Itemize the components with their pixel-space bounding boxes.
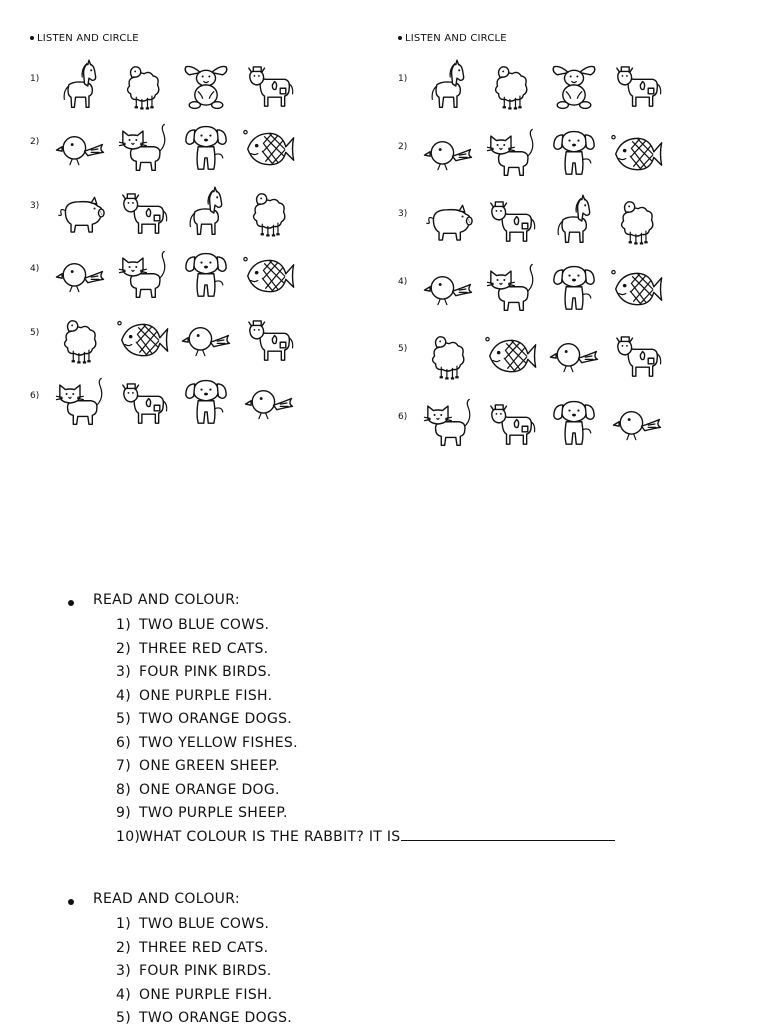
item-text: ONE GREEN SHEEP. [139,758,280,774]
listen-heading-text: LISTEN AND CIRCLE [37,33,139,44]
sheep-icon [52,312,108,368]
dog-picture[interactable] [546,126,602,182]
sheep-icon [115,58,171,114]
row-number: 2) [30,137,40,148]
list-item [116,639,615,663]
item-number: 9) [116,805,131,821]
animal-row-3 [398,193,698,249]
item-text: ONE PURPLE FISH. [139,986,273,1003]
cat-picture[interactable] [52,375,108,431]
cow-icon [115,185,171,241]
fish-icon [609,261,665,317]
animal-row-4 [398,261,698,317]
cat-picture[interactable] [483,261,539,317]
colour-list [116,914,292,1032]
item-number: 4) [116,986,131,1003]
colour-list [116,615,615,850]
cow-icon [483,396,539,452]
bullet-dot [68,899,74,905]
item-number: 5) [116,711,131,727]
pig-picture[interactable] [52,185,108,241]
item-number: 4) [116,687,131,704]
sheep-icon [609,193,665,249]
animal-row-1 [30,58,330,114]
cat-picture[interactable] [483,126,539,182]
cat-icon [52,375,108,431]
list-item [116,961,292,985]
bird-picture[interactable] [52,248,108,304]
list-item [116,756,615,780]
pig-picture[interactable] [420,193,476,249]
row-number: 1) [30,74,40,84]
item-text: TWO BLUE COWS. [139,916,270,932]
item-text: TWO BLUE COWS. [139,617,270,633]
dog-icon [546,126,602,182]
dog-icon [178,248,234,304]
fish-picture[interactable] [241,248,297,304]
cat-icon [115,121,171,177]
sheep-picture[interactable] [241,185,297,241]
dog-icon [178,121,234,177]
row-number: 3) [398,209,408,220]
item-number: 5) [116,1010,131,1026]
fish-picture[interactable] [115,312,171,368]
list-item [116,780,615,804]
section-title: READ AND COLOUR: [93,891,240,907]
dog-picture[interactable] [546,396,602,452]
cow-icon [609,328,665,384]
list-item [116,914,292,938]
row-number: 4) [30,264,40,275]
item-text: FOUR PINK BIRDS. [139,963,272,979]
animal-row-6 [30,375,330,431]
item-number: 8) [116,781,131,798]
item-text: TWO YELLOW FISHES. [139,734,298,751]
rabbit-picture[interactable] [178,58,234,114]
item-text: ONE PURPLE FISH. [139,687,273,704]
bird-picture[interactable] [178,312,234,368]
bullet-dot [398,36,402,40]
item-text: ONE ORANGE DOG. [139,781,280,798]
bird-icon [178,312,234,368]
cow-picture[interactable] [241,312,297,368]
item-text: FOUR PINK BIRDS. [139,664,272,680]
item-text: THREE RED CATS. [139,640,269,657]
dog-picture[interactable] [178,121,234,177]
animal-row-4 [30,248,330,304]
list-item [116,827,615,851]
bird-picture[interactable] [52,121,108,177]
item-text: WHAT COLOUR IS THE RABBIT? IT IS [139,828,401,845]
bird-icon [546,328,602,384]
cow-picture[interactable] [115,185,171,241]
item-number: 1) [116,617,131,633]
pig-icon [420,193,476,249]
horse-picture[interactable] [178,185,234,241]
rabbit-icon [178,58,234,114]
animal-row-2 [398,126,698,182]
fish-icon [483,328,539,384]
cow-picture[interactable] [483,396,539,452]
list-item [116,1008,292,1032]
listen-heading [398,33,507,44]
cat-icon [420,396,476,452]
animal-row-5 [30,312,330,368]
cow-icon [483,193,539,249]
item-number: 2) [116,640,131,657]
cat-icon [483,126,539,182]
horse-picture[interactable] [52,58,108,114]
row-number: 5) [30,327,40,338]
cow-picture[interactable] [241,58,297,114]
bird-icon [241,375,297,431]
fish-icon [609,126,665,182]
fish-icon [115,312,171,368]
bullet-dot [30,36,34,40]
animal-row-6 [398,396,698,452]
cow-icon [241,58,297,114]
dog-icon [178,375,234,431]
row-number: 5) [398,344,408,355]
bullet-dot [68,600,74,606]
bird-picture[interactable] [420,261,476,317]
item-text: TWO ORANGE DOGS. [139,1010,293,1026]
fish-picture[interactable] [483,328,539,384]
list-item [116,686,615,710]
horse-picture[interactable] [420,58,476,114]
sheep-picture[interactable] [609,193,665,249]
cat-icon [483,261,539,317]
sheep-icon [483,58,539,114]
bird-picture[interactable] [420,126,476,182]
row-number: 4) [398,276,408,287]
horse-icon [178,185,234,241]
sheep-picture[interactable] [420,328,476,384]
animal-row-1 [398,58,698,114]
cow-picture[interactable] [115,375,171,431]
rabbit-picture[interactable] [546,58,602,114]
bird-icon [609,396,665,452]
row-number: 3) [30,200,40,211]
horse-picture[interactable] [546,193,602,249]
list-item [116,733,615,757]
item-number: 3) [116,664,131,680]
cow-icon [609,58,665,114]
animal-row-5 [398,328,698,384]
bird-picture[interactable] [609,396,665,452]
item-text: TWO PURPLE SHEEP. [139,805,288,821]
item-text: TWO ORANGE DOGS. [139,711,293,727]
list-item [116,803,615,827]
list-item [116,938,292,962]
item-number: 10) [116,828,141,845]
sheep-icon [241,185,297,241]
list-item [116,985,292,1009]
dog-picture[interactable] [178,248,234,304]
listen-heading-text: LISTEN AND CIRCLE [405,33,507,44]
fish-icon [241,248,297,304]
list-item [116,662,615,686]
cow-picture[interactable] [609,58,665,114]
sheep-icon [420,328,476,384]
cow-icon [115,375,171,431]
bird-icon [420,261,476,317]
item-text: THREE RED CATS. [139,939,269,956]
row-number: 6) [30,391,40,401]
cow-icon [241,312,297,368]
sheep-picture[interactable] [52,312,108,368]
animal-row-2 [30,121,330,177]
bird-icon [52,121,108,177]
pig-icon [52,185,108,241]
fish-picture[interactable] [609,126,665,182]
row-number: 6) [398,412,408,422]
dog-icon [546,261,602,317]
list-item [116,615,615,639]
bird-picture[interactable] [241,375,297,431]
dog-picture[interactable] [178,375,234,431]
animal-row-3 [30,185,330,241]
item-number: 7) [116,758,131,774]
row-number: 1) [398,74,408,84]
item-number: 3) [116,963,131,979]
item-number: 6) [116,734,131,751]
item-number: 2) [116,939,131,956]
cat-picture[interactable] [115,121,171,177]
horse-icon [52,58,108,114]
fish-icon [241,121,297,177]
cat-picture[interactable] [115,248,171,304]
horse-icon [420,58,476,114]
list-item [116,709,615,733]
answer-blank[interactable] [401,828,615,841]
sheep-picture[interactable] [483,58,539,114]
cat-icon [115,248,171,304]
listen-heading [30,33,139,44]
cow-picture[interactable] [483,193,539,249]
horse-icon [546,193,602,249]
section-title: READ AND COLOUR: [93,592,240,608]
cow-picture[interactable] [609,328,665,384]
bird-icon [52,248,108,304]
fish-picture[interactable] [609,261,665,317]
sheep-picture[interactable] [115,58,171,114]
dog-picture[interactable] [546,261,602,317]
item-number: 1) [116,916,131,932]
bird-picture[interactable] [546,328,602,384]
dog-icon [546,396,602,452]
row-number: 2) [398,141,408,152]
fish-picture[interactable] [241,121,297,177]
cat-picture[interactable] [420,396,476,452]
bird-icon [420,126,476,182]
rabbit-icon [546,58,602,114]
